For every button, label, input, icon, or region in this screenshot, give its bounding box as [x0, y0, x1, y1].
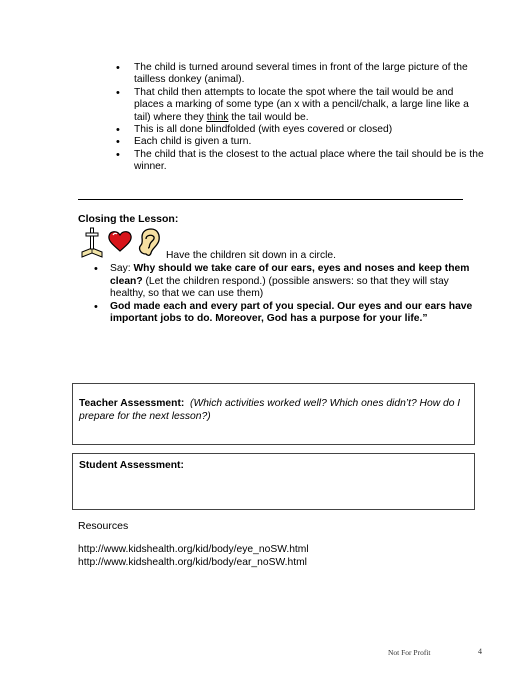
step-text-after: the tail would be.: [228, 111, 309, 123]
say-prefix: Say:: [110, 263, 134, 274]
bullet: •: [116, 136, 120, 149]
say-question: Why should we take care of our ears, eyes and noses and keep them clean?: [110, 263, 470, 287]
resources-title: Resources: [78, 520, 129, 532]
list-item: [114, 149, 486, 174]
student-assessment-label: Student Assessment:: [79, 460, 184, 471]
teacher-assessment-label: Teacher Assessment:: [79, 398, 185, 409]
step-text: The child is turned around several times in front of the large picture of the tailless donkey (animal).: [134, 62, 468, 86]
bullet: •: [116, 148, 120, 161]
closing-icons: [80, 226, 166, 260]
teacher-assessment-prompt: (Which activities worked well? Which ones didn’t? How do I prepare for the next lesson?): [79, 398, 461, 422]
bullet: •: [116, 86, 120, 99]
bullet: •: [94, 263, 98, 275]
say-response: (Let the children respond.) (possible answers: so that they will stay healthy, so that we can use them): [110, 275, 449, 300]
list-item: [114, 87, 486, 124]
resource-link[interactable]: http://www.kidshealth.org/kid/body/eye_noSW.html: [78, 544, 309, 555]
list-item: [114, 62, 486, 87]
ear-icon: [140, 229, 160, 255]
page-number: 4: [478, 647, 482, 656]
list-item: [94, 263, 480, 301]
closing-title: Closing the Lesson:: [78, 213, 179, 225]
bullet: •: [116, 124, 120, 137]
cross-bible-icon: [82, 228, 102, 257]
step-text: This is all done blindfolded (with eyes covered or closed): [134, 124, 393, 136]
game-steps-list: [114, 62, 486, 174]
heart-icon: [109, 232, 131, 251]
student-assessment-box: [72, 453, 475, 510]
closing-intro: Have the children sit down in a circle.: [166, 250, 336, 261]
step-text: Each child is given a turn.: [134, 136, 252, 148]
closing-list: [94, 263, 480, 326]
step-text-before: That child then attempts to locate the spot where the tail would be and places a marking of some type (an x with a pencil/chalk, a large line like a tail) where they: [134, 86, 469, 123]
closing-statement: God made each and every part of you special. Our eyes and our ears have important jobs to do. Moreover, God has a purpose for your life.”: [110, 300, 473, 325]
bullet: •: [94, 300, 98, 313]
step-text: The child that is the closest to the actual place where the tail should be is the winner.: [134, 148, 484, 173]
section-divider: [78, 199, 463, 200]
bullet: •: [116, 62, 120, 74]
teacher-assessment-box: [72, 383, 475, 445]
resource-link[interactable]: http://www.kidshealth.org/kid/body/ear_noSW.html: [78, 557, 307, 568]
footer-text: Not For Profit: [388, 648, 431, 657]
step-text-underlined: think: [206, 111, 229, 123]
list-item: [114, 136, 486, 148]
list-item: [94, 301, 480, 326]
list-item: [114, 124, 486, 136]
